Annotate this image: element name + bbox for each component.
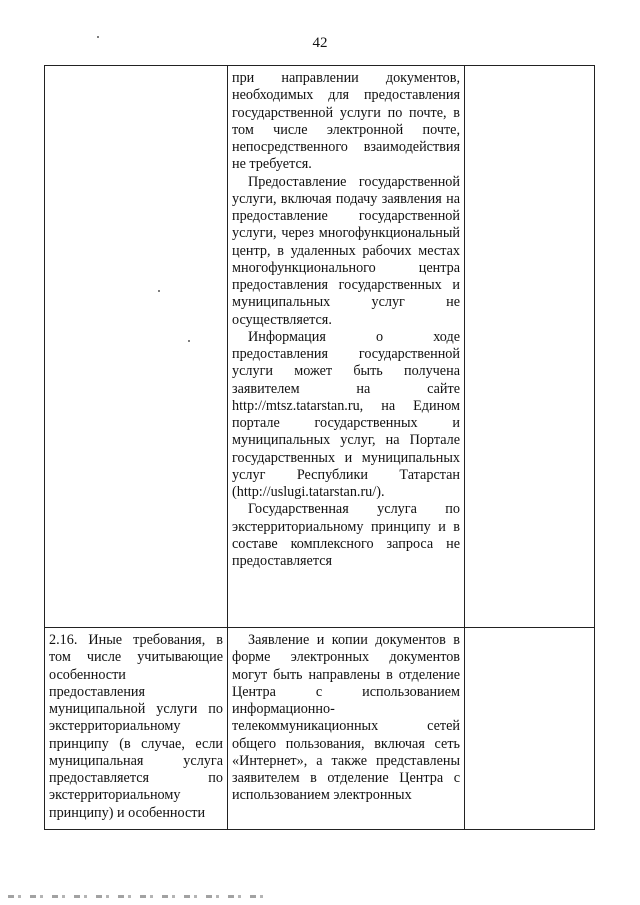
requirement-content-cell xyxy=(228,66,465,628)
notes-cell xyxy=(465,628,595,830)
page-number: 42 xyxy=(312,35,328,51)
scan-speck xyxy=(158,290,160,292)
content-paragraph: Государственная услуга по экстерриториальному принципу и в составе комплексного запроса не предоставляется xyxy=(232,501,460,569)
requirement-name-cell xyxy=(45,628,228,830)
content-paragraph: Заявление и копии документов в форме электронных документов могут быть направлены в отделение Центра с использованием информационно-телекоммуникационных сетей общего пользования, включая сеть «Интернет», а также представлены заявителем в отделение Центра с использованием электронных xyxy=(232,632,460,804)
scan-speck xyxy=(188,340,190,342)
scan-speck xyxy=(97,36,99,38)
notes-cell xyxy=(465,66,595,628)
content-paragraph: Предоставление государственной услуги, включая подачу заявления на предоставление государственной услуги, через многофункциональный центр, в удаленных рабочих местах многофункционального центра предоставления государственных и муниципальных услуг не осуществляется. xyxy=(232,173,460,328)
requirement-name-text: 2.16. Иные требования, в том числе учитывающие особенности предоставления муниципальной услуги по экстерриториальному принципу (в случае, если муниципальная услуга предоставляется по экстерриториальному принципу) и особенности xyxy=(49,632,223,821)
requirement-name-cell xyxy=(45,66,228,628)
table-row xyxy=(45,628,595,830)
content-paragraph: при направлении документов, необходимых для предоставления государственной услуги по почте, в том числе электронной почте, непосредственного взаимодействия не требуется. xyxy=(232,70,460,173)
table-row xyxy=(45,66,595,628)
requirement-content-cell xyxy=(228,628,465,830)
content-paragraph: Информация о ходе предоставления государственной услуги может быть получена заявителем на сайте http://mtsz.tatarstan.ru, на Едином портале государственных и муниципальных услуг, на Портале государственных и муниципальных услуг Республики Татарстан (http://uslugi.tatarstan.ru/). xyxy=(232,328,460,500)
requirements-table xyxy=(44,65,595,830)
scan-artifact xyxy=(8,895,268,898)
